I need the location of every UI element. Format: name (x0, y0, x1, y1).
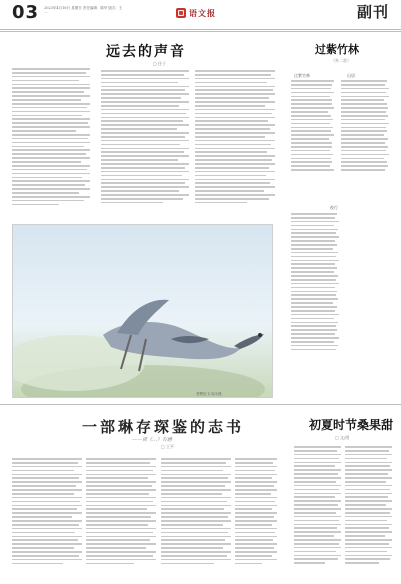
article-column-2 (101, 70, 189, 209)
right-bottom-byline: □ 文/图 (335, 435, 350, 440)
page-header (0, 0, 401, 30)
poem-author: （外二首） (331, 58, 351, 63)
poem-subtitle-1: 过紫竹林 (294, 73, 310, 78)
newspaper-logo (176, 7, 216, 19)
page-number: 03 (12, 2, 40, 23)
photo-caption: 苍鹭低飞 周永摄 (196, 392, 222, 396)
bottom-main-subtitle: ——读《…》有感 (132, 437, 173, 443)
section-title: 副刊 (356, 3, 389, 21)
poem-subtitle-2: 山居 (347, 73, 355, 78)
bottom-column-3 (161, 458, 231, 573)
article-column-1 (12, 68, 90, 209)
right-bottom-column-2 (345, 446, 392, 575)
header-rule (0, 31, 401, 32)
poem-column-right (341, 80, 391, 198)
bird-photo (12, 224, 273, 398)
section-divider (0, 404, 401, 405)
poem-column-lower (291, 213, 391, 403)
heron-illustration (13, 225, 273, 398)
issue-meta: 2023年4月16日 星期日 责任编辑：陈华 版式：王一 (44, 6, 123, 15)
poem-subtitle-3: 夜行 (330, 205, 338, 210)
right-bottom-title: 初夏时节桑果甜 (309, 418, 394, 432)
bottom-main-byline: □ 王平 (161, 444, 175, 449)
article-column-3 (195, 70, 275, 209)
poem-title: 过紫竹林 (315, 43, 359, 56)
bottom-column-2 (86, 458, 156, 573)
bottom-main-title: 一部琳存琛鉴的志书 (82, 418, 245, 436)
poem-column-left (291, 80, 336, 198)
bottom-column-4 (235, 458, 277, 573)
logo-seal-icon (176, 8, 186, 18)
main-article-title: 远去的声音 (106, 44, 186, 60)
bottom-column-1 (12, 458, 82, 573)
right-bottom-column-1 (294, 446, 341, 575)
logo-text: 语文报 (189, 8, 216, 18)
main-article-byline: □ 任子 (153, 61, 167, 66)
